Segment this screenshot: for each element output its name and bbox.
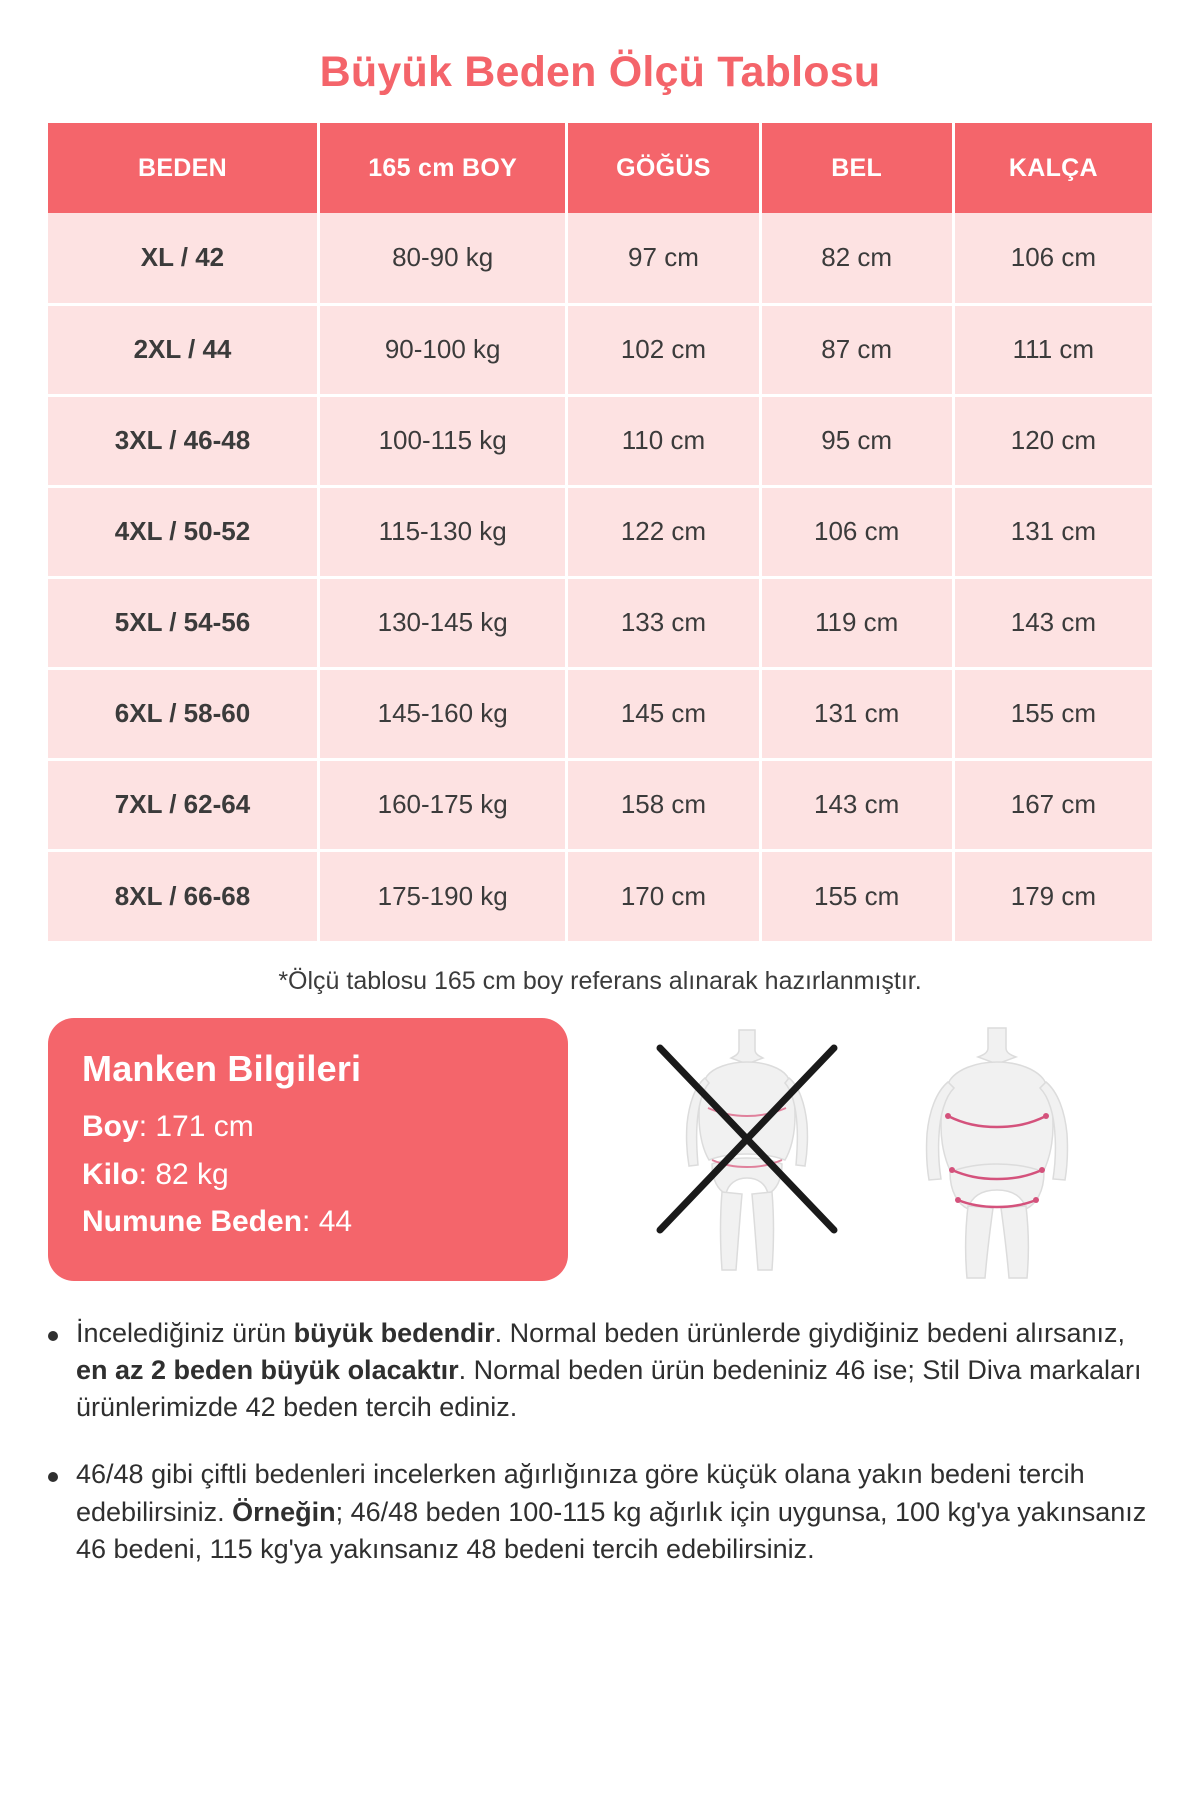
cell-size: 6XL / 58-60 bbox=[48, 668, 318, 759]
table-row bbox=[48, 213, 1152, 304]
table-row bbox=[48, 850, 1152, 941]
note-text-2: 46/48 gibi çiftli bedenleri incelerken ağırlığınıza göre küçük olana yakın bedeni tercih edebilirsiniz. Örneğin; 46/48 beden 100-115 kg ağırlık için uygunsa, 100 kg'ya yakınsanız 46 bedeni, 115 kg'ya yakınsanız 48 bedeni tercih edebilirsiniz. bbox=[76, 1459, 1147, 1564]
curvy-body-figure bbox=[892, 1024, 1102, 1279]
model-info-section bbox=[48, 1018, 1152, 1281]
cell-size: 4XL / 50-52 bbox=[48, 486, 318, 577]
cell-waist: 119 cm bbox=[760, 577, 953, 668]
cell-hip: 120 cm bbox=[953, 395, 1152, 486]
cell-bust: 133 cm bbox=[567, 577, 760, 668]
cell-size: 8XL / 66-68 bbox=[48, 850, 318, 941]
cell-bust: 97 cm bbox=[567, 213, 760, 304]
cell-bust: 102 cm bbox=[567, 304, 760, 395]
cell-hip: 143 cm bbox=[953, 577, 1152, 668]
list-item bbox=[48, 1315, 1152, 1427]
cell-waist: 155 cm bbox=[760, 850, 953, 941]
note-text-1: İncelediğiniz ürün büyük bedendir. Normal beden ürünlerde giydiğiniz bedeni alırsanız, en az 2 beden büyük olacaktır. Normal beden ürün bedeniniz 46 ise; Stil Diva markaları ürünlerimizde 42 beden tercih ediniz. bbox=[76, 1317, 1142, 1422]
table-row bbox=[48, 577, 1152, 668]
cell-bust: 170 cm bbox=[567, 850, 760, 941]
cell-hip: 167 cm bbox=[953, 759, 1152, 850]
cell-hip: 106 cm bbox=[953, 213, 1152, 304]
cell-weight: 175-190 kg bbox=[318, 850, 566, 941]
column-header-kalca: KALÇA bbox=[953, 123, 1152, 213]
column-header-beden: BEDEN bbox=[48, 123, 318, 213]
page-title: Büyük Beden Ölçü Tablosu bbox=[319, 48, 881, 96]
model-info-card bbox=[48, 1018, 568, 1281]
cell-weight: 90-100 kg bbox=[318, 304, 566, 395]
list-item bbox=[48, 1456, 1152, 1568]
cell-bust: 145 cm bbox=[567, 668, 760, 759]
model-height-label: Boy bbox=[82, 1110, 139, 1143]
body-figures bbox=[592, 1018, 1152, 1279]
model-height-row bbox=[82, 1108, 538, 1146]
table-row bbox=[48, 395, 1152, 486]
cell-size: 3XL / 46-48 bbox=[48, 395, 318, 486]
cell-weight: 100-115 kg bbox=[318, 395, 566, 486]
table-note: *Ölçü tablosu 165 cm boy referans alınarak hazırlanmıştır. bbox=[278, 967, 922, 995]
table-row bbox=[48, 759, 1152, 850]
model-weight-label: Kilo bbox=[82, 1157, 139, 1191]
cell-hip: 155 cm bbox=[953, 668, 1152, 759]
cell-size: 5XL / 54-56 bbox=[48, 577, 318, 668]
cell-waist: 106 cm bbox=[760, 486, 953, 577]
size-table-wrapper bbox=[48, 123, 1152, 941]
column-header-boy: 165 cm BOY bbox=[318, 123, 566, 213]
table-row bbox=[48, 486, 1152, 577]
cell-size: 7XL / 62-64 bbox=[48, 759, 318, 850]
model-weight-value: : 82 kg bbox=[138, 1157, 229, 1191]
cell-hip: 111 cm bbox=[953, 304, 1152, 395]
cell-waist: 131 cm bbox=[760, 668, 953, 759]
model-sample-size-value: : 44 bbox=[302, 1205, 353, 1238]
cell-bust: 122 cm bbox=[567, 486, 760, 577]
cell-hip: 131 cm bbox=[953, 486, 1152, 577]
notes-list bbox=[48, 1315, 1152, 1569]
cell-waist: 87 cm bbox=[760, 304, 953, 395]
cell-waist: 143 cm bbox=[760, 759, 953, 850]
cell-bust: 158 cm bbox=[567, 759, 760, 850]
cell-weight: 115-130 kg bbox=[318, 486, 566, 577]
model-weight-row bbox=[82, 1156, 538, 1194]
table-header-row bbox=[48, 123, 1152, 213]
bullet-dot-icon bbox=[48, 1472, 58, 1482]
cell-weight: 145-160 kg bbox=[318, 668, 566, 759]
model-sample-size-row bbox=[82, 1203, 538, 1241]
cell-waist: 82 cm bbox=[760, 213, 953, 304]
table-row bbox=[48, 304, 1152, 395]
size-table bbox=[48, 123, 1152, 941]
cell-waist: 95 cm bbox=[760, 395, 953, 486]
column-header-gogus: GÖĞÜS bbox=[567, 123, 760, 213]
cell-bust: 110 cm bbox=[567, 395, 760, 486]
cell-weight: 130-145 kg bbox=[318, 577, 566, 668]
cell-hip: 179 cm bbox=[953, 850, 1152, 941]
bullet-dot-icon bbox=[48, 1331, 58, 1341]
cell-size: 2XL / 44 bbox=[48, 304, 318, 395]
column-header-bel: BEL bbox=[760, 123, 953, 213]
table-row bbox=[48, 668, 1152, 759]
cell-weight: 160-175 kg bbox=[318, 759, 566, 850]
model-height-value: : 171 cm bbox=[138, 1110, 254, 1143]
model-sample-size-label: Numune Beden bbox=[82, 1205, 303, 1238]
slim-body-figure-crossed-out bbox=[642, 1024, 852, 1279]
cell-size: XL / 42 bbox=[48, 213, 318, 304]
cell-weight: 80-90 kg bbox=[318, 213, 566, 304]
model-info-heading: Manken Bilgileri bbox=[82, 1048, 362, 1089]
